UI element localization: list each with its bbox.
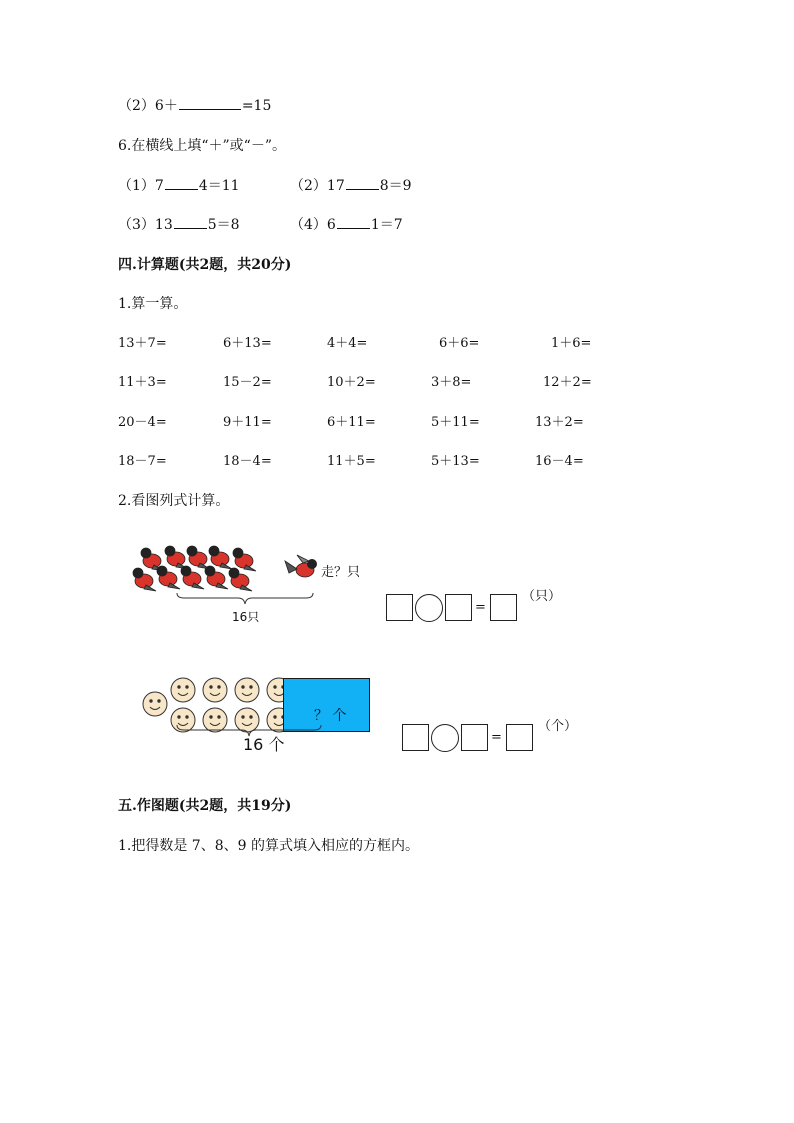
fig1-unit-label: （只） — [522, 589, 562, 604]
operator-circle[interactable] — [431, 724, 459, 752]
q6-item-4-post: 1＝7 — [370, 217, 403, 233]
section-5-q1-title: 1.把得数是 7、8、9 的算式填入相应的方框内。 — [118, 838, 419, 854]
calc-item: 11＋3= — [118, 375, 167, 390]
calc-item: 16－4= — [535, 454, 584, 469]
calc-item: 18－7= — [118, 454, 167, 469]
answer-box[interactable] — [445, 594, 472, 621]
q6-title: 6.在横线上填“＋”或“－”。 — [118, 138, 286, 154]
answer-blank[interactable] — [337, 227, 370, 229]
fig1-question-label: 走？只 — [321, 565, 361, 580]
calc-item: 6＋13= — [223, 336, 272, 351]
calc-item: 5＋13= — [431, 454, 480, 469]
calc-item: 5＋11= — [431, 415, 480, 430]
answer-blank[interactable] — [179, 108, 241, 110]
calc-item: 13＋7= — [118, 336, 167, 351]
q5-item-2-prefix: （2）6＋ — [118, 98, 178, 114]
q6-item-2-pre: （2）17 — [290, 178, 345, 194]
answer-box[interactable] — [402, 724, 429, 751]
calc-item: 10＋2= — [327, 375, 376, 390]
calc-item: 9＋11= — [223, 415, 272, 430]
fig2-unit-label: （个） — [538, 719, 578, 734]
answer-blank[interactable] — [165, 188, 198, 190]
q6-item-4 — [290, 218, 403, 232]
fig2-total-label: 16 个 — [243, 735, 285, 754]
q6-item-1-pre: （1）7 — [118, 178, 164, 194]
section-5-heading: 五.作图题(共2题，共19分) — [118, 798, 292, 814]
q6-item-1 — [118, 179, 240, 193]
calc-item: 4＋4= — [327, 336, 368, 351]
operator-circle[interactable] — [415, 594, 443, 622]
calc-item: 20－4= — [118, 415, 167, 430]
answer-box[interactable] — [506, 724, 533, 751]
answer-box[interactable] — [490, 594, 517, 621]
calc-item: 11＋5= — [327, 454, 376, 469]
q5-item-2-suffix: =15 — [241, 98, 272, 114]
q6-item-3-pre: （3）13 — [118, 217, 173, 233]
answer-box[interactable] — [386, 594, 413, 621]
q6-item-4-pre: （4）6 — [290, 217, 336, 233]
calc-item: 6＋6= — [439, 336, 480, 351]
q5-item-2 — [118, 99, 271, 113]
calc-item: 15－2= — [223, 375, 272, 390]
calc-item: 18－4= — [223, 454, 272, 469]
q6-item-3 — [118, 218, 240, 232]
q6-item-2 — [290, 179, 412, 193]
equals-sign: = — [475, 600, 486, 615]
q6-item-2-post: 8＝9 — [379, 178, 412, 194]
q6-item-1-post: 4＝11 — [198, 178, 240, 194]
calc-item: 13＋2= — [535, 415, 584, 430]
answer-blank[interactable] — [346, 188, 379, 190]
calc-item: 12＋2= — [543, 375, 592, 390]
section-4-heading: 四.计算题(共2题，共20分) — [118, 257, 292, 273]
q6-item-3-post: 5＝8 — [207, 217, 240, 233]
flying-bird-image — [283, 553, 323, 585]
fig1-total-label: 16只 — [232, 610, 260, 624]
section-4-q2-title: 2.看图列式计算。 — [118, 493, 230, 509]
fig2-question-label: ？ 个 — [314, 708, 347, 724]
answer-box[interactable] — [461, 724, 488, 751]
calc-item: 6＋11= — [327, 415, 376, 430]
equals-sign: = — [491, 730, 502, 745]
calc-item: 1＋6= — [551, 336, 592, 351]
section-4-q1-title: 1.算一算。 — [118, 296, 188, 312]
fig1-brace — [176, 592, 314, 606]
answer-blank[interactable] — [174, 227, 207, 229]
calc-item: 3＋8= — [431, 375, 472, 390]
